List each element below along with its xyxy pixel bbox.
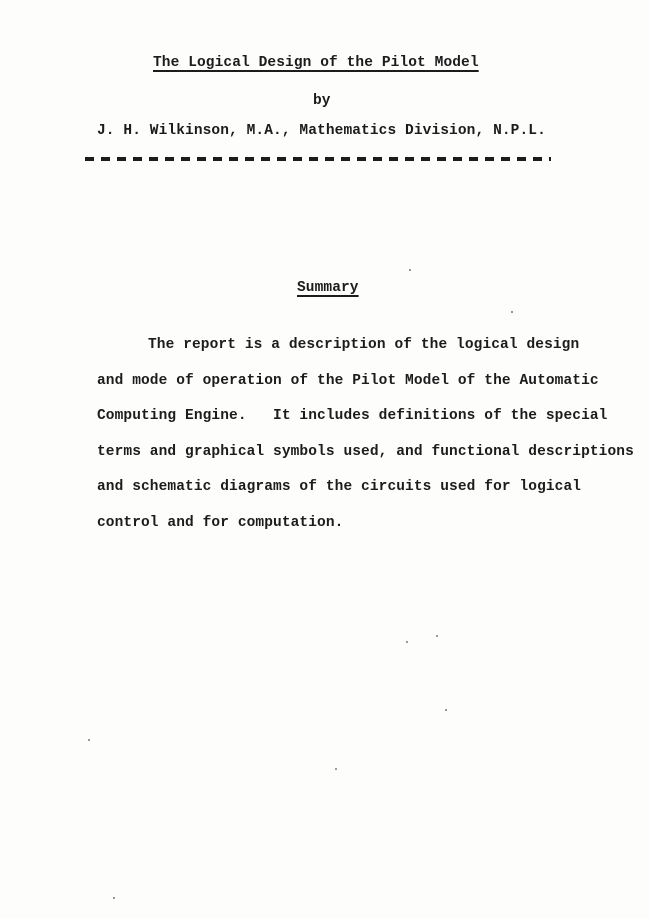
paragraph-line: Computing Engine. It includes definitions of the special — [97, 408, 608, 425]
paragraph-line: and mode of operation of the Pilot Model of the Automatic — [97, 372, 599, 389]
document-title: The Logical Design of the Pilot Model — [153, 55, 479, 71]
paragraph-line: control and for computation. — [97, 514, 344, 531]
paragraph-line: terms and graphical symbols used, and functional descriptions — [97, 443, 634, 460]
scan-speck — [445, 709, 447, 711]
paragraph-line: and schematic diagrams of the circuits used for logical — [97, 479, 582, 496]
scan-speck — [406, 641, 408, 643]
scan-speck — [113, 897, 115, 899]
author-line: J. H. Wilkinson, M.A., Mathematics Division, N.P.L. — [97, 123, 546, 139]
scan-speck — [409, 269, 411, 271]
scan-speck — [511, 311, 513, 313]
dashed-rule — [85, 157, 551, 161]
scan-speck — [88, 739, 90, 741]
paragraph-line: The report is a description of the logical design — [148, 337, 580, 353]
byline: by — [313, 93, 331, 109]
summary-heading: Summary — [297, 280, 359, 296]
summary-paragraph — [97, 328, 650, 542]
scan-speck — [335, 768, 337, 770]
scan-speck — [436, 635, 438, 637]
